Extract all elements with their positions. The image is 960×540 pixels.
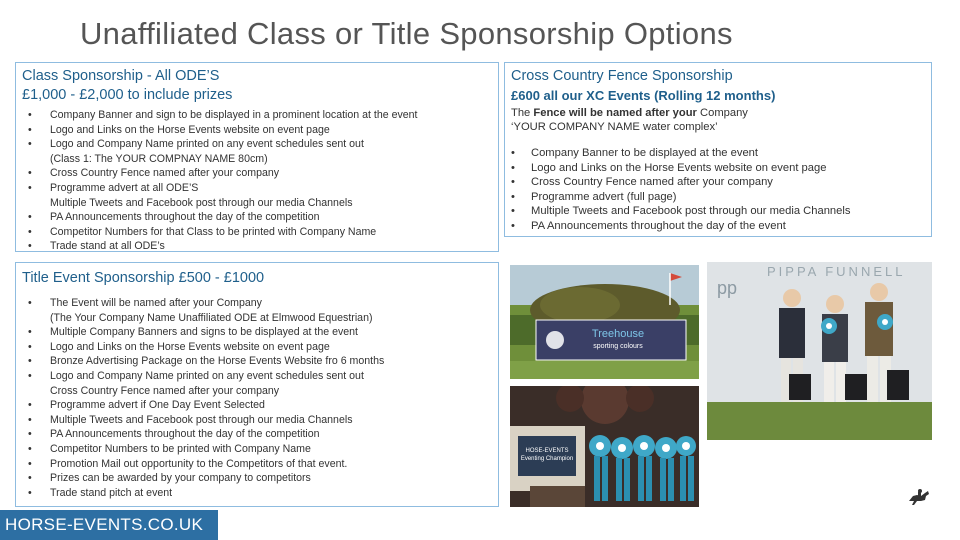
- bullet-icon: •: [28, 399, 32, 412]
- list-item: [511, 161, 925, 176]
- fence-banner-subtext: sporting colours: [593, 343, 643, 350]
- list-item-text: Multiple Tweets and Facebook post through our media Channels: [50, 413, 353, 426]
- xc-sponsorship-price: £600 all our XC Events (Rolling 12 months): [511, 88, 776, 103]
- list-item-text: The Event will be named after your Company: [50, 297, 262, 309]
- bullet-icon: •: [511, 147, 515, 159]
- list-item-text: Competitor Numbers for that Class to be printed with Company Name: [50, 225, 377, 238]
- bullet-icon: •: [28, 472, 32, 485]
- list-item-text: Multiple Company Banners and signs to be displayed at the event: [50, 326, 358, 339]
- list-item: [22, 239, 492, 254]
- bullet-icon: •: [28, 109, 32, 121]
- list-item: [511, 219, 925, 234]
- list-item: [22, 354, 492, 369]
- fence-banner-text: Treehouse: [591, 328, 645, 340]
- horse-logo-icon: [905, 487, 933, 509]
- list-item-text: Logo and Links on the Horse Events website on event page: [50, 123, 330, 136]
- bullet-icon: •: [28, 355, 32, 368]
- class-sponsorship-box: [15, 62, 499, 252]
- list-item-text: Prizes can be awarded by your company to competitors: [50, 472, 311, 485]
- list-item-text: Cross Country Fence named after your company: [50, 167, 280, 180]
- list-item: [22, 427, 492, 442]
- list-item-text: PA Announcements throughout the day of the competition: [50, 428, 320, 441]
- xc-sponsorship-list: [511, 146, 925, 234]
- list-item-text: Programme advert (full page): [531, 190, 677, 203]
- list-item: [22, 369, 492, 398]
- list-item: [22, 471, 492, 486]
- bullet-icon: •: [28, 457, 32, 470]
- bullet-icon: •: [28, 369, 32, 382]
- list-item-text: Logo and Links on the Horse Events website on event page: [531, 161, 827, 174]
- list-item-subtext: Multiple Tweets and Facebook post through our media Channels: [50, 196, 353, 209]
- list-item: [22, 442, 492, 457]
- bullet-icon: •: [28, 211, 32, 224]
- list-item: [22, 457, 492, 472]
- bullet-icon: •: [28, 167, 32, 180]
- list-item-text: Promotion Mail out opportunity to the Competitors of that event.: [50, 457, 348, 470]
- class-sponsorship-price: £1,000 - £2,000 to include prizes: [22, 87, 233, 103]
- backdrop-text: PIPPA FUNNELL: [767, 264, 906, 279]
- list-item-text: Cross Country Fence named after your company: [531, 176, 773, 189]
- bullet-icon: •: [28, 181, 32, 194]
- list-item-text: Company Banner and sign to be displayed in a prominent location at the event: [50, 109, 418, 121]
- rosette-photo-illustration: [510, 386, 699, 507]
- fence-photo: [510, 265, 699, 379]
- list-item: [511, 190, 925, 205]
- list-item: [22, 340, 492, 355]
- footer-bar: [0, 510, 218, 540]
- list-item: [22, 210, 492, 225]
- page-title: Unaffiliated Class or Title Sponsorship Options: [80, 16, 733, 51]
- list-item: [511, 146, 925, 161]
- bullet-icon: •: [511, 161, 515, 174]
- bullet-icon: •: [511, 190, 515, 203]
- bullet-icon: •: [28, 138, 32, 151]
- list-item-text: Bronze Advertising Package on the Horse Events Website fro 6 months: [50, 355, 385, 368]
- bullet-icon: •: [28, 240, 32, 253]
- list-item-text: Programme advert at all ODE’S: [50, 181, 199, 194]
- title-sponsorship-box: [15, 262, 499, 507]
- bullet-icon: •: [28, 413, 32, 426]
- list-item: [511, 175, 925, 190]
- list-item: [22, 296, 492, 325]
- title-sponsorship-list: [22, 296, 492, 500]
- list-item-subtext: (The Your Company Name Unaffiliated ODE at Elmwood Equestrian): [50, 311, 373, 324]
- class-sponsorship-list: [22, 108, 492, 254]
- list-item-text: Trade stand at all ODE’s: [50, 240, 165, 253]
- list-item-text: Programme advert if One Day Event Selected: [50, 399, 265, 412]
- list-item-text: Company Banner to be displayed at the event: [531, 147, 759, 159]
- list-item: [22, 123, 492, 138]
- bullet-icon: •: [28, 486, 32, 499]
- list-item-text: Logo and Company Name printed on any event schedules sent out: [50, 369, 364, 382]
- bullet-icon: •: [511, 219, 515, 232]
- list-item: [22, 325, 492, 340]
- rosette-photo: [510, 386, 699, 507]
- list-item: [22, 413, 492, 428]
- title-sponsorship-heading: Title Event Sponsorship £500 - £1000: [22, 270, 265, 286]
- rosette-card-text: HOSE-EVENTS: [525, 448, 569, 454]
- list-item-text: PA Announcements throughout the day of the event: [531, 219, 786, 232]
- xc-intro-line1: The Fence will be named after your Company: [511, 107, 748, 119]
- bullet-icon: •: [28, 297, 32, 309]
- xc-sponsorship-box: [504, 62, 932, 237]
- list-item: [22, 108, 492, 123]
- list-item-text: Competitor Numbers to be printed with Company Name: [50, 442, 311, 455]
- riders-photo: [707, 262, 932, 440]
- bullet-icon: •: [28, 340, 32, 353]
- bullet-icon: •: [28, 428, 32, 441]
- fence-photo-illustration: [510, 265, 699, 379]
- bullet-icon: •: [28, 442, 32, 455]
- class-sponsorship-heading: Class Sponsorship - All ODE’S: [22, 68, 220, 84]
- rosette-card-subtext: Eventing Champion: [520, 456, 574, 462]
- list-item: [22, 486, 492, 501]
- list-item-text: PA Announcements throughout the day of the competition: [50, 211, 320, 224]
- list-item: [22, 166, 492, 181]
- bullet-icon: •: [28, 123, 32, 136]
- list-item-text: Multiple Tweets and Facebook post through our media Channels: [531, 205, 851, 218]
- list-item-subtext: (Class 1: The YOUR COMPNAY NAME 80cm): [50, 152, 268, 165]
- bullet-icon: •: [28, 326, 32, 339]
- backdrop-logo-text: pp: [717, 278, 738, 298]
- list-item-text: Logo and Company Name printed on any event schedules sent out: [50, 138, 364, 151]
- list-item: [22, 181, 492, 210]
- bullet-icon: •: [511, 176, 515, 189]
- list-item-text: Logo and Links on the Horse Events website on event page: [50, 340, 330, 353]
- bullet-icon: •: [511, 205, 515, 218]
- xc-sponsorship-heading: Cross Country Fence Sponsorship: [511, 68, 733, 84]
- riders-photo-illustration: [707, 262, 932, 440]
- xc-intro-line2: ‘YOUR COMPANY NAME water complex’: [511, 121, 718, 133]
- list-item: [22, 225, 492, 240]
- list-item-text: Trade stand pitch at event: [50, 486, 173, 499]
- list-item-subtext: Cross Country Fence named after your company: [50, 384, 280, 397]
- list-item: [22, 137, 492, 166]
- list-item: [22, 398, 492, 413]
- list-item: [511, 204, 925, 219]
- footer-website[interactable]: HORSE-EVENTS.CO.UK: [5, 515, 204, 534]
- bullet-icon: •: [28, 225, 32, 238]
